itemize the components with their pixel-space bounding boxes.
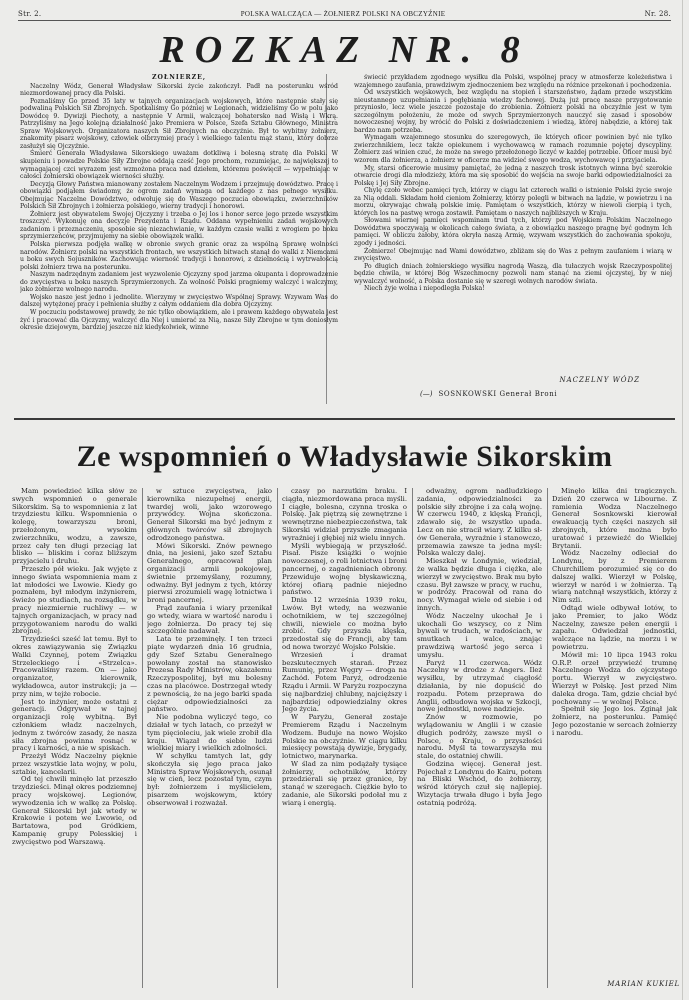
article-paragraph: Znów w rozmowie, po wylądowaniu w Anglii i w czasie długich podróży, zawsze myśl o Polsce, o Kraju, o przyszłości narodu. Myśl ta towarzyszyła mu stale, do ostatniej chwili.	[417, 713, 542, 761]
order-paragraph: Od wszystkich wojskowych, bez względu na stopień i starszeństwo, żądam przede wszystkim nieustannego uzupełniania i pogłębiania wiedzy fachowej. Dużą już pracę nasze przygotowanie przyniosło, lecz wiele jeszcze pozostaje do zrobienia. Żołnierz polski na obczyźnie jest w tym szczególnym położeniu, że może od swych Sprzymierzonych nauczyć się zasad i sposobów nowoczesnej wojny, by wrócić do Polski z doświadczeniem i wiedzą, której nabędzie, a której tak bardzo nam potrzeba.	[354, 89, 672, 134]
article-paragraph: Wódz Naczelny odleciał do Londynu, by z Premierem Churchillem porozumieć się co do dalszej walki. Wierzył w Polskę, wierzył w naród i w żołnierza. Tą wiarą natchnął wszystkich, którzy z Nim szli.	[552, 549, 677, 605]
article-column-2	[147, 488, 272, 994]
article-paragraph: Paryż 11 czerwca. Wódz Naczelny w drodze z Angers. Ileż wysiłku, by utrzymać ciągłość działania, by nie dopuścić do rozpadu. Potem przeprawa do Anglii, odbudowa wojska w Szkocji, nowe jednostki, nowe nadzieje.	[417, 658, 542, 714]
article-column-1	[12, 488, 137, 994]
order-title: ROZKAZ NR. 8	[159, 29, 530, 71]
article-paragraph: W schyłku tamtych lat, gdy skończyła się jego praca jako Ministra Spraw Wojskowych, osunął się w cień, lecz pozostał tym, czym był: żołnierzem i myślicielem, pisarzem wojskowym, który obserwował i rozważał.	[147, 752, 272, 807]
page-number: Str. 2.	[18, 10, 42, 18]
order-paragraph: Żołnierze! Obejmując nad Wami dowództwo, zbliżam się do Was z pełnym zaufaniem i wiarą w zwycięstwo.	[354, 247, 672, 263]
order-paragraph: Naszym nadrzędnym zadaniem jest wyzwolenie Ojczyzny spod jarzma okupanta i doprowadzenie do zwycięstwa u boku naszych Sprzymierzonych. Za wolność Polski pragniemy walczyć i walczymy, jako żołnierze wolnego narodu.	[20, 271, 338, 294]
article-paragraph: czasy po narzutkim braku. I ciągła, niezmordowana praca myśli. I ciągłe, bolesna, czynna troska o Polskę. Jak piętrzą się zewnętrzne i wewnętrzne niebezpieczeństwa, tak Sikorski widział przyszłe zmagania wyraźniej i głębiej niż wielu innych.	[282, 488, 407, 542]
order-paragraph: Poznaliśmy Go przed 35 laty w tajnych organizacjach wojskowych, które następnie stały się podwaliną Polskich Sił Zbrojnych. Spotkaliśmy Go później w Legionach, widzieliśmy Go w polu jako Dowódcę 9. Dywizji Piechoty, a następnie V Armii, walczącej bohatersko nad Wisłą i Wkrą. Patrzyliśmy na Jego kolejną działalność jako Premiera w Polsce, Szefa Sztabu Głównego, Ministra Spraw Wojskowych. Organizatora naszych Sił Zbrojnych na obczyźnie. Był to wybitny żołnierz, znakomity pisarz wojskowy, człowiek olbrzymiej pracy i wielkiego talentu mąż stanu, który dobrze zasłużył się Ojczyźnie.	[20, 97, 338, 150]
order-body	[20, 74, 672, 418]
order-paragraph: W poczuciu podstawowej prawdy, że nic tylko obowiązkiem, ale i prawem każdego obywatela jest żyć i pracować dla Ojczyzny, walczyć dla Niej i umierać za Nią, nasze Siły Zbrojne w tym doniosłym okresie dziejowym, bardziej jeszcze niż kiedykolwiek, winne	[20, 308, 338, 332]
order-paragraph: Śmierć Generała Władysława Sikorskiego uważam dotkliwą i bolesną stratę dla Polski. W skupieniu i powadze Polskie Siły Zbrojne oddają cześć Jego prochom, rozumiejąc, że największej to wymagającej czci wyrazem jest wzmożona praca nad dziełem, któremu poświęcił — wypełniając w całości żołnierski obowiązek wierności służby.	[20, 150, 338, 181]
article-paragraph: Lata te przeminęły. I ten trzeci piąte wydarzeń dnia 16 grudnia, gdy Szef Sztabu Generalnego powołany został na stanowisko Prezesa Rady Ministrów, okazałemu Rzeczypospolitej, był mu bolesny czas na placówce. Dostrzegał wtedy z pewnością, że na jego barki spada ciężar odpowiedzialności za państwo.	[147, 635, 272, 714]
order-paragraph: Polska pierwsza podjęła walkę w obronie swych granic oraz za wspólną Sprawę wolności narodów. Żołnierz polski na wszystkich frontach, we wszystkich bitwach stanął do walki z Niemcami u boku swych Sojuszników. Zachowując wierność tradycji i honorowi, z dzielnością i wytrwałością polski żołnierz trwa na posterunku.	[20, 241, 338, 271]
article-paragraph: Odtąd wiele odbywał lotów, to jako Premier, to jako Wódz Naczelny, zawsze pełen energii i zapału. Odwiedzał jednostki, walczące na lądzie, na morzu i w powietrzu.	[552, 603, 677, 651]
page-fold	[682, 0, 683, 1000]
article-paragraph: Prąd zaufania i wiary przenikał go wtedy, wiara w wartość narodu i jego żołnierza. Do pracy tej się szczególnie nadawał.	[147, 603, 272, 636]
order-paragraph: Żołnierz jest obywatelem Swojej Ojczyzny i trzeba o Jej los i honor serce jego przede wszystkim troszczyć. Wykonuję ona decyzje Prezydenta i Rządu. Oddana wypełnieniu zadań wojskowych zadaniom i przeznaczeniu, sposobie się niezachwianie, w każdym czasie walki z wrogiem po boku sprzymierzeńców, przyjmujemy na siebie obowiązek walki.	[20, 210, 338, 241]
article-paragraph: Nie podobna wyliczyć tego, co działał w tych latach, co przeżył w tym pięcioleciu, jak wiele zrobił dla kraju. Wiązał do siebie ludzi wielkiej miary i wielkich zdolności.	[147, 713, 272, 753]
article-paragraph: Myśli wybiegają w przyszłość. Pisał. Pisze książki o wojnie nowoczesnej, o roli lotnictwa i broni pancernej, o zagadnieniach obrony. Przewiduje wojnę błyskawiczną, której ofiarą padnie niejedno państwo.	[282, 541, 407, 597]
article-column-3	[282, 488, 407, 994]
order-paragraph: Wojsko nasze jest jedno i jednolite. Wierzymy w zwycięstwo Wspólnej Sprawy. Wzywam Was do dalszej wytężonej pracy i pełnienia służby z całym oddaniem dla dobra Ojczyzny.	[20, 293, 338, 309]
article-paragraph: W Paryżu, Generał zostaje Premierem Rządu i Naczelnym Wodzem. Buduje na nowo Wojsko Polskie na obczyźnie. W ciągu kilku miesięcy powstają dywizje, brygady, lotnictwo, marynarka.	[282, 713, 407, 761]
order-signature	[420, 376, 670, 398]
order-heading: ŻOŁNIERZE,	[151, 74, 207, 81]
article-paragraph: Spełnił się Jego los. Zginął jak żołnierz, na posterunku. Pamięć Jego pozostanie w sercach żołnierzy i narodu.	[552, 705, 677, 737]
article-paragraph: Wódz Naczelny ukochał Je i ukochali Go wszyscy, co z Nim bywali w trudach, w radościach, w smutkach i walce, znając prawdziwą wartość jego serca i umysłu.	[417, 611, 542, 659]
article-paragraph: w sztuce zwycięstwa, jako kierownika niezupełnej energii, twardej woli, jako wzorowego przywódcy. Wojna skończona. Generał Sikorski ma być jednym z głównych twórców sił zbrojnych odrodzonego państwa.	[147, 488, 272, 542]
article-column-4	[417, 488, 542, 994]
running-header	[18, 8, 671, 21]
article-paragraph: Trzydzieści sześć lat temu. Był to okres zawiązywania się Związku Walki Czynnej, potem Związku Strzeleckiego i «Strzelca». Pracowaliśmy razem. On — jako organizator, kierownik, wykładowca, autor instrukcji; ja — przy nim, w tejże robocie.	[12, 635, 137, 698]
article-paragraph: Od tej chwili minęło lat przeszło trzydzieści. Minął okres podziemnej pracy wojskowej. Legionów, wywodzenia ich w walkę za Polskę. Generał Sikorski był jak wtedy w Krakowie i potem we Lwowie, od Bartatowa, pod Gródkiem, Kampanię grupy Polesskiej i zwycięstwo pod Warszawą.	[12, 775, 137, 846]
article-paragraph: W ślad za nim podążały tysiące żołnierzy, ochotników, którzy przedzierali się przez granice, by stanąć w szeregach. Ciężkie było to zadanie, ale Sikorski podołał mu z wiarą i energią.	[282, 759, 407, 807]
issue-number: Nr. 28.	[644, 10, 671, 18]
article-paragraph: Wrzesień i dramat bezskutecznych starań. Przez Rumunię, przez Węgry — droga na Zachód. Potem Paryż, odrodzenie Rządu i Armii. W Paryżu rozpoczyna się najbardziej chlubny, najcięższy i najbardziej odpowiedzialny okres Jego życia.	[282, 650, 407, 714]
article-paragraph: Jest to inżynier, może ostatni z generacji. Odgrywał w tajnej organizacji rolę wybitną. Był członkiem władz naczelnych, jednym z twórców zasady, że nasza siła zbrojna powinna rosnąć w pracy i karności, a nie w spiskach.	[12, 697, 137, 753]
article-paragraph: Minęło kilka dni tragicznych. Dzień 20 czerwca w Libourne. Z ramienia Wodza Naczelnego Generał Sosnkowski kierował ewakuacją tych części naszych sił zbrojnych, które można było uratować i przewieźć do Wielkiej Brytanii.	[552, 488, 677, 550]
article-paragraph: Dnia 12 września 1939 roku, Lwów. Był wtedy, na wezwanie ochotnikiem, w tej szczególnej chwili, niewiele co można było zrobić. Gdy przyszła klęska, przedostał się do Francji, aby tam od nowa tworzyć Wojsko Polskie.	[282, 596, 407, 651]
signature-mark: (—)	[420, 390, 433, 398]
article-paragraph: odważny, ogrom nadludzkiego zadania, odpowiedzialności za polskie siły zbrojne i za całą wojnę. W czerwcu 1940, z klęską Francji, zdawało się, że wszystko upada. Lecz on nie stracił wiary. Z kilku słów Generała, wyraźnie i stanowczo, przemawia zawsze ta jedna myśl: Polska walczy dalej.	[417, 488, 542, 558]
article-paragraph: Przeszło pół wieku. Jak wyjęte z innego świata wspomnienia mam z lat młodości we Lwowie. Kiedy go poznałem, był młodym inżynierem, świeżo po studiach, na rozsądku, w pracy niezmiernie ruchliwy — w tajnych organizacjach, w pracy nad przygotowaniem narodu do walki zbrojnej.	[12, 564, 137, 636]
order-paragraph: Chylę czoło wobec pamięci tych, którzy w ciągu lat czterech walki o istnienie Polski życie swoje za Nią oddali. Składam hołd cieniom Żołnierzy, którzy polegli w bitwach na lądzie, w powietrzu i na morzu, okrywając chwałą polskie imię. Pamiętam o wszystkich, którzy w niewoli cierpią i tych, których los na pastwę wroga zostawił. Pamiętam o naszych najbliższych w Kraju.	[354, 187, 672, 217]
article-paragraph: Mieszkał w Londynie, wiedział, że walka będzie długa i ciężka, ale wierzył w zwycięstwo. Brak mu było czasu. Był zawsze w pracy, w ruchu, w podróży. Pracował od rana do nocy. Wymagał wiele od siebie i od innych.	[417, 557, 542, 612]
signature-rank: NACZELNY WÓDZ	[559, 376, 640, 384]
order-paragraph: Po długich dniach żołnierskiego wysiłku nagrodą Waszą, dla tułaczych wojsk Rzeczypospolitej będzie chwila, w której Bóg Wszechmocny pozwoli nam stanąć na ziemi ojczystej, by w niej wywalczyć wolność, a Polska dostanie się w szeregi wolnych narodów świata.	[354, 262, 672, 285]
order-paragraph: Wymagam wzajemnego stosunku do szeregowych, ile których oficer powinien być nie tylko zwierzchnikiem, lecz także opiekunem i wychowawcą w ramach rozumnie pojętej dyscypliny. Żołnierz zaś winien czuć, że może na swego przełożonego liczyć w każdej potrzebie. Oficer musi być wzorem dla żołnierza, a żołnierz w oficerze ma widzieć swego wodza, wychowawcę i przyjaciela.	[354, 134, 672, 165]
article-body	[12, 488, 680, 994]
order-paragraph: Słowami wiernej pamięci wspominam trud tych, którzy pod Wojskiem Polskim Naczelnego Dowództwa spoczywają w okolicach całego świata, a z obowiązku naszego pragnę być godnym Ich pamięci. W obliczu żałoby, która okryła naszą Armię, wzywam wszystkich do zachowania spokoju, zgody i jedności.	[354, 217, 672, 248]
order-paragraph: Naczelny Wódz, Generał Władysław Sikorski życie zakończył. Padł na posterunku wśród niezmordowanej pracy dla Polski.	[20, 82, 338, 98]
order-paragraph: My, starsi oficerowie musimy pamiętać, że jedną z naszych trosk istotnych winna być szerokie otwarcie drogi dla młodzieży, która ma się sposobić do wejścia na swoje barki odpowiedzialności za Polskę i Jej Siły Zbrojne.	[354, 164, 672, 187]
order-paragraph: świecić przykładem zgodnego wysiłku dla Polski, wspólnej pracy w atmosferze koleżeństwa i wzajemnego zaufania, prawdziwym zjednoczeniem bez względu na różnice przekonań i pochodzenia.	[354, 74, 672, 89]
order-paragraph: Decyzją Głowy Państwa mianowany zostałem Naczelnym Wodzem i przejmuję dowództwo. Pracę i obowiązki podjąłem świadomy, że ogrom zadań wymaga od każdego z nas pełnego wysiłku. Obejmując Naczelne Dowództwo, odwołuję się do Waszego poczucia obowiązku, zwierzchników Polskich Sił Zbrojnych i żołnierza polskiego, wierny tradycji i honorowi.	[20, 180, 338, 211]
article-column-5	[552, 488, 677, 994]
article-author: MARIAN KUKIEL	[607, 980, 680, 988]
masthead-line: POLSKA WALCZĄCA — ŻOŁNIERZ POLSKI NA OBCZYŹNIE	[240, 10, 446, 18]
article-paragraph: Mówi Sikorski. Znów pewnego dnia, na jesieni, jako szef Sztabu Generalnego, opracował plan organizacji armii pokojowej, świetnie przemyślany, rozumny, odważny. Był jednym z tych, którzy pierwsi zrozumieli wagę lotnictwa i broni pancernej.	[147, 541, 272, 605]
article-paragraph: Mówił mi: 10 lipca 1943 roku O.R.P. orzeł przywieźć trumnę Naczelnego Wodza do ojczystego portu. Wierzył w zwycięstwo. Wierzył w Polskę. Jest przed Nim daleka droga. Tam, gdzie chciał być pochowany — w wolnej Polsce.	[552, 650, 677, 706]
article-paragraph: Godzina więcej. Generał jest. Pojechał z Londynu do Kairu, potem na Bliski Wschód, do żołnierzy, wśród których czuł się najlepiej. Wizytacja trwała długo i była Jego ostatnią podróżą.	[417, 759, 542, 807]
article-paragraph: Przeżył Wódz Naczelny pięknie przez wszystkie lata wojny, w polu, sztabie, kancelarii.	[12, 752, 137, 776]
section-rule	[14, 418, 675, 420]
article-paragraph: Mam powiedzieć kilka słów ze swych wspomnień o generale Sikorskim. Są to wspomnienia z lat trzydziestu kilku. Wspomnienia o kolegę, towarzyszu broni, przełożonym, wysokim zwierzchniku, wodzu, a zawsze, przez cały ten długi przeciąg lat blisko — bliskim i coraz bliższym przyjacielu i druhu.	[12, 488, 137, 566]
article-title: Ze wspomnień o Władysławie Sikorskim	[76, 440, 613, 473]
signature-name: SOSNKOWSKI Generał Broni	[438, 390, 558, 398]
order-column-right	[354, 74, 672, 418]
order-paragraph: Niech żyje wolna i niepodległa Polska!	[364, 285, 485, 293]
order-column-left	[20, 74, 338, 418]
